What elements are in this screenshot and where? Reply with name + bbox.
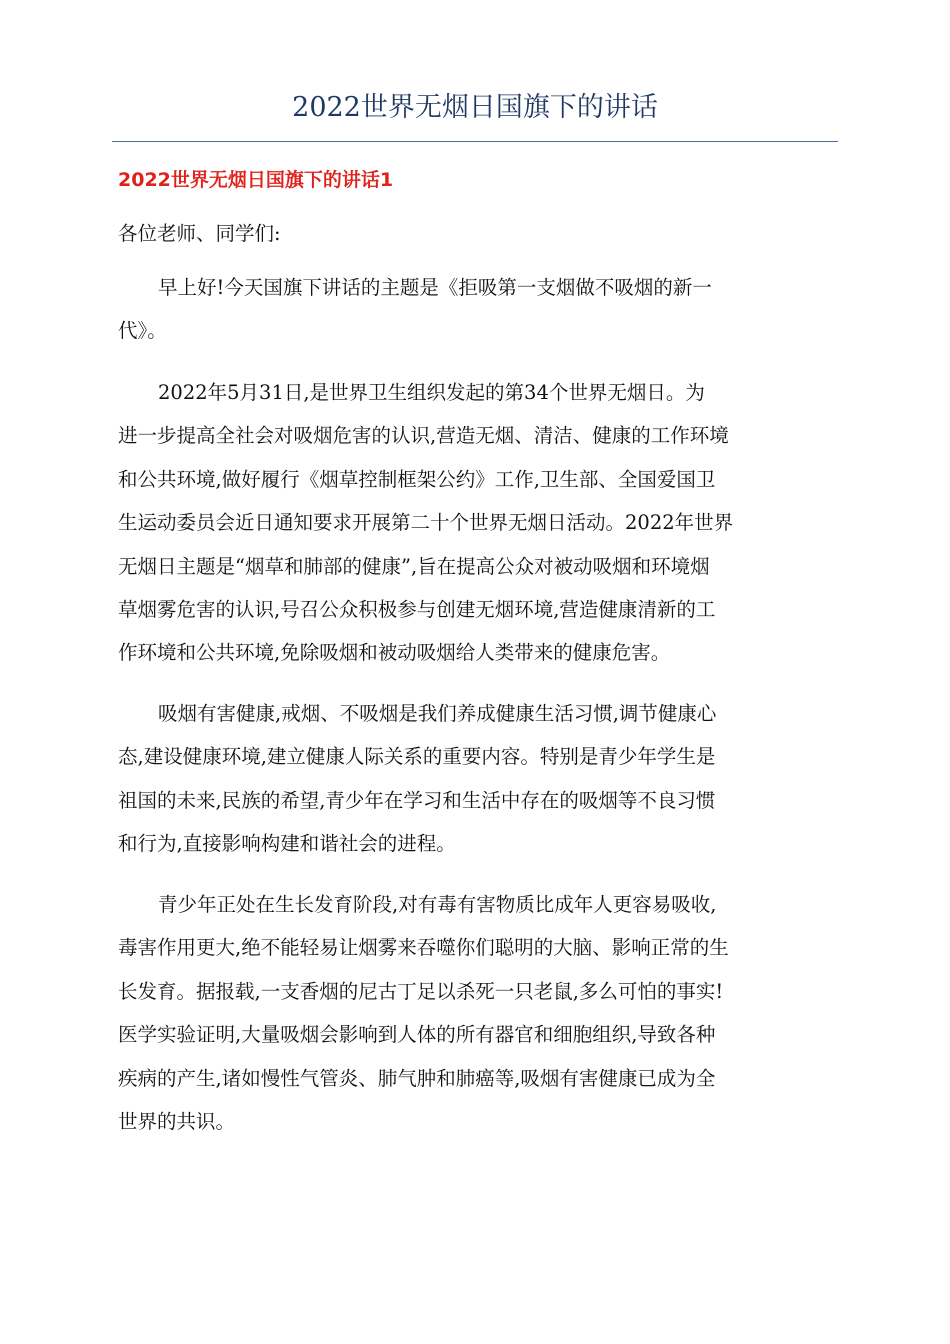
paragraph-line: 青少年正处在生长发育阶段,对有毒有害物质比成年人更容易吸收, [158,893,717,916]
section-heading: 2022世界无烟日国旗下的讲话1 [118,169,394,191]
paragraph-line: 吸烟有害健康,戒烟、不吸烟是我们养成健康生活习惯,调节健康心 [158,702,717,725]
paragraph-line: 和行为,直接影响构建和谐社会的进程。 [118,832,456,856]
paragraph-line: 态,建设健康环境,建立健康人际关系的重要内容。特别是青少年学生是 [118,745,716,769]
salutation [118,212,838,255]
paragraph-line: 2022年5月31日,是世界卫生组织发起的第34个世界无烟日。为 [158,381,705,404]
paragraph-1 [118,266,838,353]
paragraph-line: 生运动委员会近日通知要求开展第二十个世界无烟日活动。2022年世界 [118,511,734,535]
paragraph-line: 医学实验证明,大量吸烟会影响到人体的所有器官和细胞组织,导致各种 [118,1023,716,1047]
paragraph-line: 早上好!今天国旗下讲话的主题是《拒吸第一支烟做不吸烟的新一 [158,276,712,299]
paragraph-line: 和公共环境,做好履行《烟草控制框架公约》工作,卫生部、全国爱国卫 [118,467,716,491]
paragraph-line: 无烟日主题是“烟草和肺部的健康”,旨在提高公众对被动吸烟和环境烟 [118,554,710,578]
paragraph-4 [118,883,838,1143]
paragraph-line: 作环境和公共环境,免除吸烟和被动吸烟给人类带来的健康危害。 [118,641,671,665]
paragraph-line: 进一步提高全社会对吸烟危害的认识,营造无烟、清洁、健康的工作环境 [118,424,729,448]
paragraph-line: 疾病的产生,诸如慢性气管炎、肺气肿和肺癌等,吸烟有害健康已成为全 [118,1066,716,1090]
paragraph-2 [118,371,838,675]
paragraph-line: 代》。 [118,319,167,343]
document-title: 2022世界无烟日国旗下的讲话 [292,92,658,123]
salutation-line: 各位老师、同学们: [118,222,281,245]
paragraph-line: 祖国的未来,民族的希望,青少年在学习和生活中存在的吸烟等不良习惯 [118,788,716,812]
title-divider [112,141,838,142]
paragraph-line: 世界的共识。 [118,1110,236,1134]
paragraph-line: 毒害作用更大,绝不能轻易让烟雾来吞噬你们聪明的大脑、影响正常的生 [118,936,729,960]
paragraph-line: 长发育。据报载,一支香烟的尼古丁足以杀死一只老鼠,多么可怕的事实! [118,979,724,1003]
paragraph-3 [118,692,838,866]
paragraph-line: 草烟雾危害的认识,号召公众积极参与创建无烟环境,营造健康清新的工 [118,598,716,622]
